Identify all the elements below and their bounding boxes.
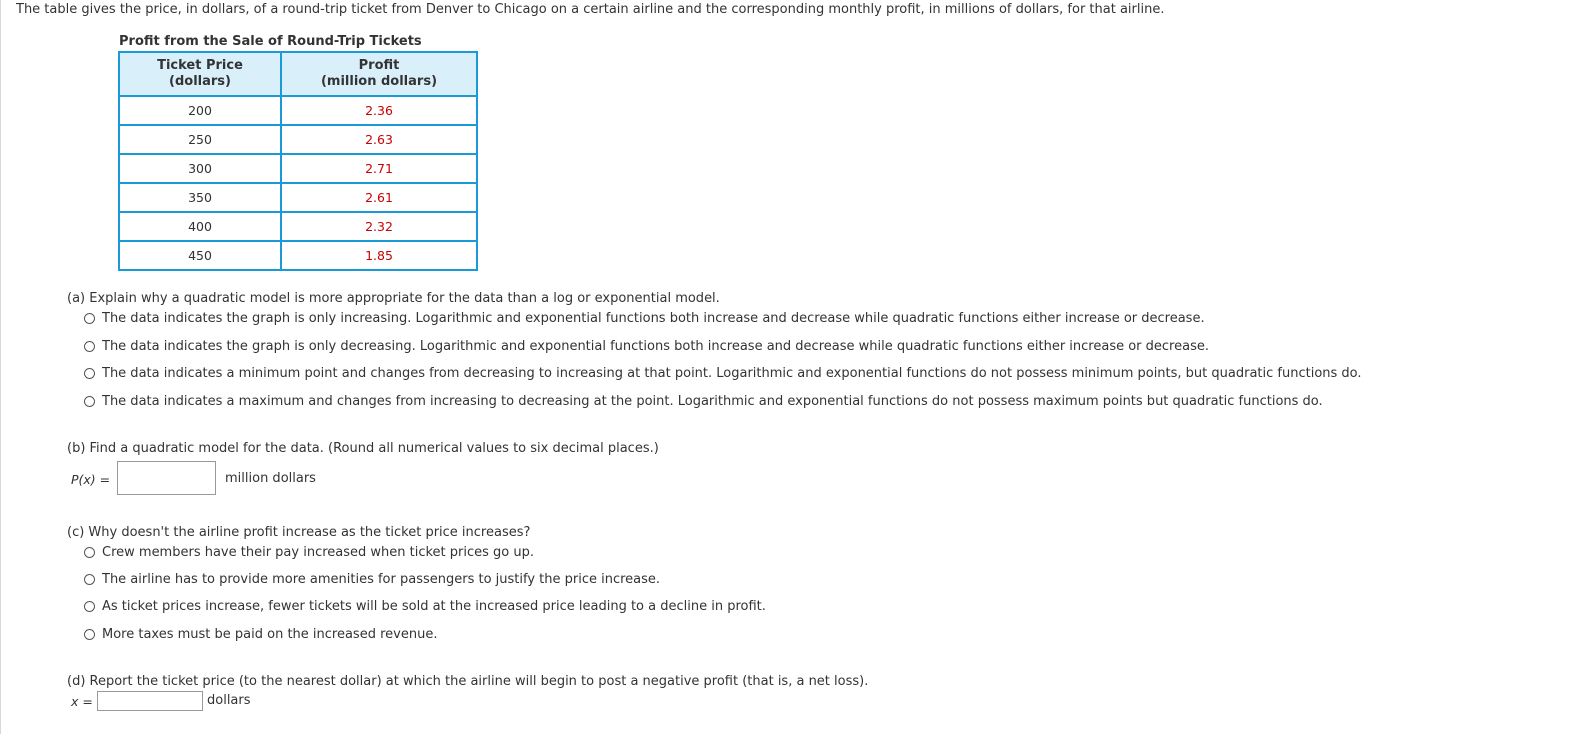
radio-button[interactable] <box>84 396 95 407</box>
price-cell: 350 <box>119 183 281 212</box>
profit-cell: 1.85 <box>281 241 477 270</box>
radio-button[interactable] <box>84 313 95 324</box>
header-profit-line1: Profit <box>358 58 400 73</box>
part-a-option-1[interactable] <box>84 311 1205 326</box>
profit-cell: 2.61 <box>281 183 477 212</box>
part-c-option-1[interactable] <box>84 545 534 560</box>
option-label: The data indicates a maximum and changes from increasing to decreasing at the point. Logarithmic and exponential functions do not possess maximum points but quadratic functions do. <box>102 394 1323 409</box>
x-answer-input[interactable] <box>97 691 203 711</box>
table-row <box>119 183 477 212</box>
option-label: More taxes must be paid on the increased revenue. <box>102 627 438 642</box>
table-row <box>119 96 477 125</box>
radio-button[interactable] <box>84 574 95 585</box>
table-row <box>119 125 477 154</box>
profit-cell: 2.71 <box>281 154 477 183</box>
table-caption: Profit from the Sale of Round-Trip Tickets <box>119 34 422 49</box>
part-d-question: (d) Report the ticket price (to the nearest dollar) at which the airline will begin to post a negative profit (that is, a net loss). <box>67 674 869 689</box>
header-profit <box>281 52 477 96</box>
option-label: The airline has to provide more amenities for passengers to justify the price increase. <box>102 572 661 587</box>
part-a-option-3[interactable] <box>84 366 1362 381</box>
part-c-question: (c) Why doesn't the airline profit increase as the ticket price increases? <box>67 525 531 540</box>
profit-cell: 2.32 <box>281 212 477 241</box>
profit-cell: 2.36 <box>281 96 477 125</box>
header-profit-line2: (million dollars) <box>320 74 438 89</box>
part-c-option-2[interactable] <box>84 572 660 587</box>
radio-button[interactable] <box>84 368 95 379</box>
px-answer-input[interactable] <box>117 461 216 495</box>
price-cell: 250 <box>119 125 281 154</box>
table-row <box>119 212 477 241</box>
radio-button[interactable] <box>84 601 95 612</box>
header-ticket-price-line1: Ticket Price <box>157 58 243 73</box>
option-label: The data indicates the graph is only increasing. Logarithmic and exponential functions both increase and decrease while quadratic functions either increase or decrease. <box>102 311 1205 326</box>
x-unit: dollars <box>207 693 251 708</box>
part-a-question: (a) Explain why a quadratic model is more appropriate for the data than a log or exponential model. <box>67 291 720 306</box>
price-cell: 450 <box>119 241 281 270</box>
profit-table <box>118 51 478 271</box>
part-a-option-2[interactable] <box>84 339 1209 354</box>
px-label: P(x) = <box>71 472 111 487</box>
price-cell: 400 <box>119 212 281 241</box>
radio-button[interactable] <box>84 629 95 640</box>
option-label: As ticket prices increase, fewer tickets will be sold at the increased price leading to a decline in profit. <box>102 599 766 614</box>
profit-cell: 2.63 <box>281 125 477 154</box>
header-ticket-price-line2: (dollars) <box>169 74 231 89</box>
option-label: The data indicates the graph is only decreasing. Logarithmic and exponential functions both increase and decrease while quadratic functions either increase or decrease. <box>102 339 1209 354</box>
radio-button[interactable] <box>84 547 95 558</box>
part-c-option-3[interactable] <box>84 599 766 614</box>
table-row <box>119 154 477 183</box>
x-label: x = <box>71 694 93 709</box>
part-c-option-4[interactable] <box>84 627 437 642</box>
table-row <box>119 241 477 270</box>
header-ticket-price <box>119 52 281 96</box>
option-label: Crew members have their pay increased when ticket prices go up. <box>102 545 535 560</box>
part-a-option-4[interactable] <box>84 394 1323 409</box>
price-cell: 200 <box>119 96 281 125</box>
radio-button[interactable] <box>84 341 95 352</box>
px-unit: million dollars <box>225 471 316 486</box>
left-border <box>0 0 1 734</box>
price-cell: 300 <box>119 154 281 183</box>
part-b-question: (b) Find a quadratic model for the data. (Round all numerical values to six decimal places.) <box>67 441 659 456</box>
intro-text: The table gives the price, in dollars, of a round-trip ticket from Denver to Chicago on a certain airline and the corresponding monthly profit, in millions of dollars, for that airline. <box>16 2 1165 17</box>
option-label: The data indicates a minimum point and changes from decreasing to increasing at that point. Logarithmic and exponential functions do not possess minimum points, but quadratic functions do. <box>102 366 1362 381</box>
